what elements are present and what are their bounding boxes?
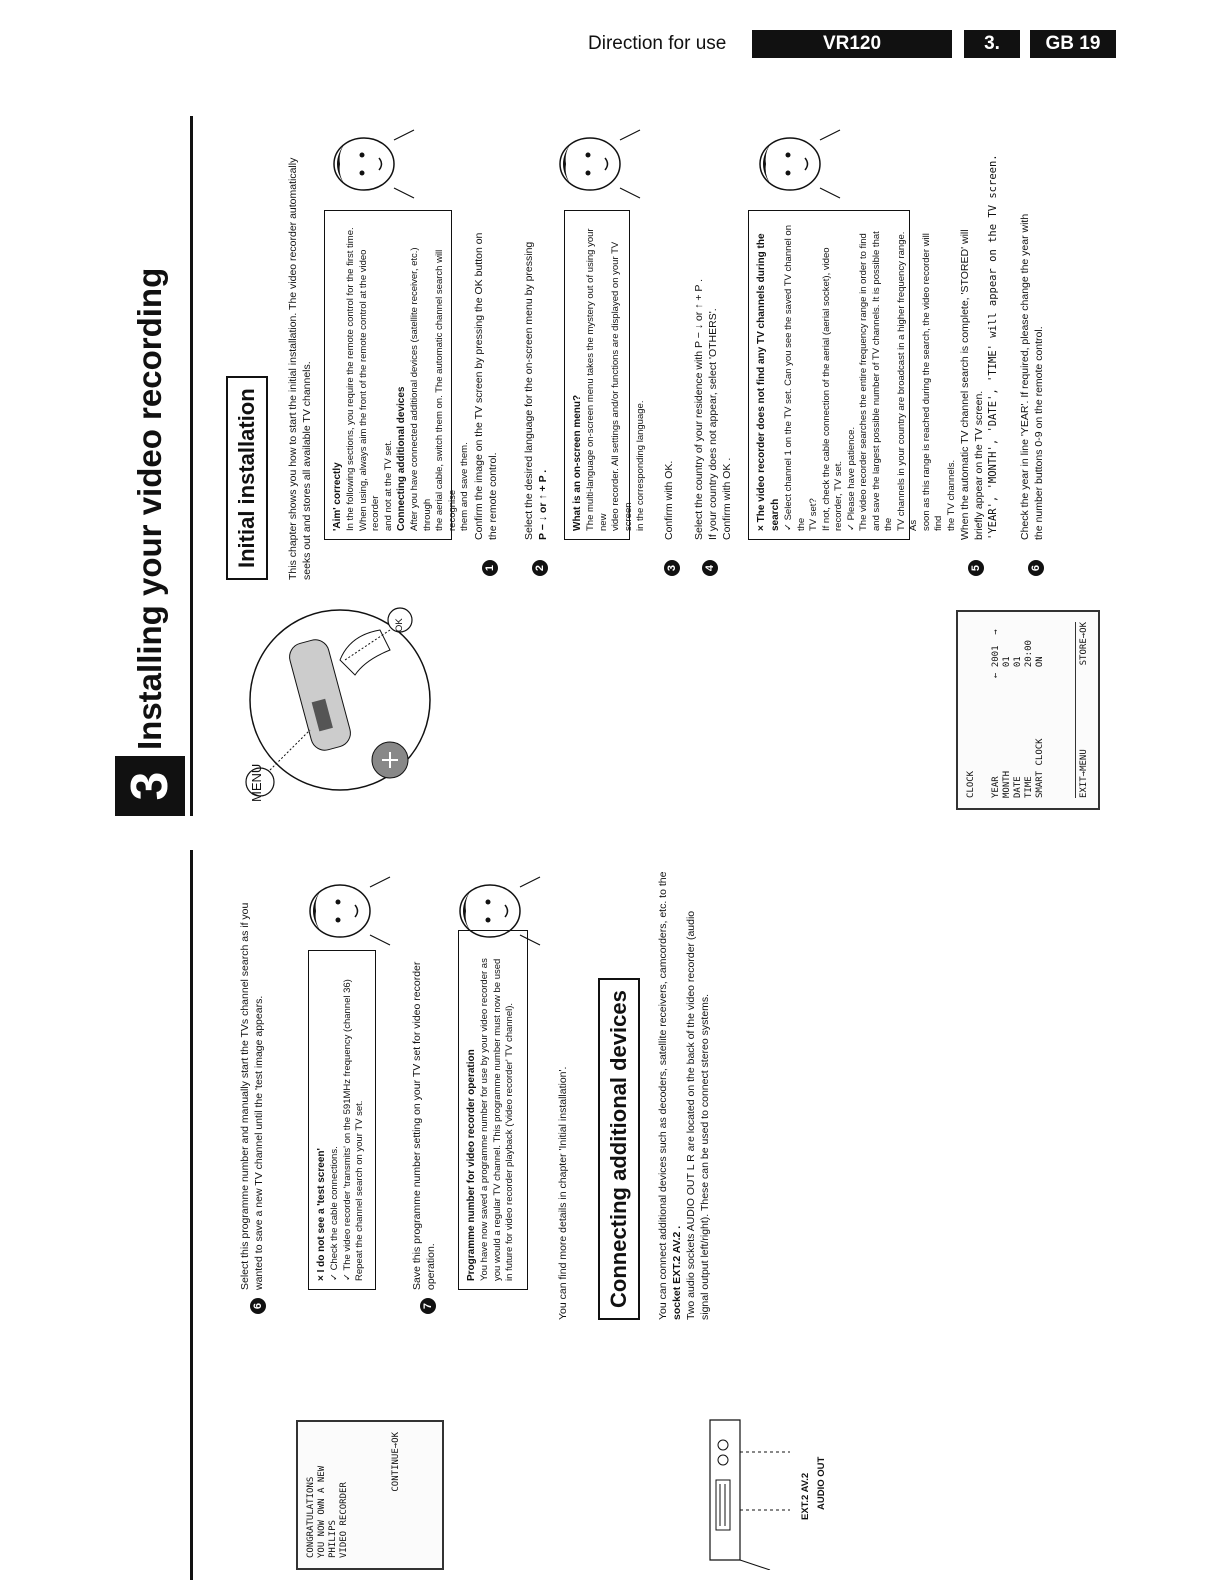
connecting-line: socket EXT.2 AV.2 . (671, 1225, 683, 1320)
header-page-number: GB 19 (1030, 30, 1116, 58)
tip-line: TV set? (808, 498, 819, 531)
step-number: 2 (532, 560, 548, 576)
osd-row-value: ON (1035, 656, 1045, 678)
section-heading-connecting: Connecting additional devices (598, 978, 640, 1320)
osd-row-label: TIME (1024, 776, 1034, 798)
osd-clock-menu (956, 610, 1100, 810)
tip-title: Connecting additional devices (396, 386, 407, 531)
advisor-face-icon (300, 867, 392, 955)
osd-row-label: SMART CLOCK (1035, 738, 1045, 798)
diagram-label-ext: EXT.2 AV.2 (800, 1472, 811, 1520)
tip-line: video recorder. All settings and/or functions are displayed on your TV screen (610, 241, 634, 531)
tip-title: × I do not see a 'test screen' (316, 1148, 327, 1281)
advisor-face-icon (550, 120, 642, 208)
osd-footer: CONTINUE→OK (391, 1432, 401, 1492)
tip-line: The video recorder searches the entire frequency range in order to find (858, 233, 869, 531)
step-number: 3 (664, 560, 680, 576)
osd-footer-exit: EXIT→MENU (1079, 749, 1089, 798)
osd-line: CONGRATULATIONS (306, 1476, 316, 1558)
advisor-face-icon (324, 120, 416, 208)
tip-aim-correctly (324, 210, 470, 540)
intro-line: This chapter shows you how to start the initial installation. The video recorder automatically (287, 157, 299, 580)
step-2-line: P − ↓ or ↑ + P . (537, 469, 549, 540)
step-5-line: When the automatic TV channel search is complete, 'STORED' will (959, 229, 971, 540)
tip-line: and not at the TV set. (382, 440, 394, 531)
connecting-body (656, 820, 712, 1320)
step-1-line: the remote control. (487, 452, 499, 540)
tip-line: ✓ The video recorder 'transmits' on the 591MHz frequency (channel 36) (341, 979, 353, 1281)
tip-line: When using, always aim the front of the remote control at the video recorder (357, 249, 381, 531)
tip-line: You have now saved a programme number for use by your video recorder as (479, 958, 490, 1281)
tip-line: If not, check the cable connection of the aerial (aerial socket), video (820, 247, 832, 531)
step-number: 6 (250, 1298, 266, 1314)
tip-line: Repeat the channel search on your TV set. (354, 1100, 365, 1281)
step-number: 4 (702, 560, 718, 576)
osd-row-value: ← 2001 → (991, 629, 1001, 678)
step-6b-text (1018, 120, 1046, 540)
menu-label: MENU (249, 763, 264, 802)
step-4-line: If your country does not appear, select 'OTHERS'. (707, 308, 719, 540)
tip-title: Programme number for video recorder operation (466, 1049, 477, 1281)
step-5-line: briefly appear on the TV screen. (973, 390, 985, 540)
osd-clock-row (1035, 622, 1046, 798)
right-column-rule (190, 116, 193, 816)
osd-row-value: 20:00 (1024, 640, 1034, 678)
osd-footer-store: STORE→OK (1079, 622, 1089, 666)
osd-clock-title: CLOCK (966, 770, 976, 798)
step-number: 1 (482, 560, 498, 576)
step-4-line: Select the country of your residence with P − ↓ or ↑ + P . (693, 278, 705, 540)
tip-line: ✓ Select channel 1 on the TV set. Can you see the saved TV channel on the (783, 225, 807, 531)
tip-line: recorder, TV set. (833, 460, 844, 531)
step-2-line: Select the desired language for the on-screen menu by pressing (523, 241, 535, 540)
tip-on-screen-menu (564, 210, 646, 540)
rear-panel-diagram (690, 1370, 810, 1570)
step-1-line: Confirm the image on the TV screen by pressing the OK button on (473, 232, 485, 540)
step-number: 7 (420, 1298, 436, 1314)
tip-line: them and save them. (459, 442, 470, 531)
tip-title: × The video recorder does not find any TV channels during the search (756, 233, 781, 531)
header-chapter: 3. (964, 30, 1020, 58)
intro-line: seeks out and stores all available TV channels. (301, 361, 313, 580)
connecting-line: signal output left/right). These can be used to connect stereo systems. (699, 993, 711, 1320)
step-7-text: Save this programme number setting on your TV set for video recorder operation. (411, 961, 437, 1290)
tip-line: the TV channels. (945, 459, 957, 531)
osd-row-value: 01 (1013, 656, 1023, 678)
step-5-line: 'YEAR', 'MONTH', 'DATE', 'TIME' will appear on the TV screen. (987, 154, 999, 540)
tip-line: ✓ Check the cable connections. (329, 1146, 340, 1281)
tip-line: the aerial cable, switch them on. The automatic channel search will recognise (434, 249, 458, 531)
advisor-face-icon (750, 120, 842, 208)
tip-title: What is an on-screen menu? (572, 394, 583, 531)
section-heading-initial-installation: Initial installation (226, 376, 268, 580)
tip-line: The multi-language on-screen menu takes the mystery out of using your new (585, 228, 609, 531)
tip-line: in future for video recorder playback ('video recorder' TV channel). (504, 1002, 515, 1281)
step-6b-line: the number buttons 0-9 on the remote control. (1033, 326, 1045, 540)
chapter-title: Installing your video recording (131, 267, 168, 750)
osd-clock-row (991, 622, 1002, 798)
osd-row-value: 01 (1002, 656, 1012, 678)
osd-line: YOU NOW OWN A NEW (317, 1465, 327, 1558)
diagram-label-audio: AUDIO OUT (816, 1456, 827, 1510)
osd-row-label: DATE (1013, 776, 1023, 798)
tip-line: in the corresponding language. (635, 400, 646, 531)
tip-line: soon as this range is reached during the search, the video recorder will find (920, 233, 944, 531)
left-column-rule (190, 850, 193, 1580)
tip-line: you would a regular TV channel. This programme number must now be used (491, 958, 503, 1281)
step-number: 6 (1028, 560, 1044, 576)
step-1-text (472, 160, 500, 540)
rotated-page (110, 100, 1120, 1580)
connecting-line: Two audio sockets AUDIO OUT L R are located on the back of the video recorder (audio (685, 910, 697, 1320)
intro-text (286, 120, 314, 580)
tip-line: and save the largest possible number of TV channels. It is possible that the (870, 231, 894, 531)
osd-row-label: YEAR (991, 776, 1001, 798)
advisor-face-icon (450, 867, 542, 955)
step-number: 5 (968, 560, 984, 576)
step-5-text (958, 120, 1000, 540)
tip-line: TV channels in your country are broadcast in a higher frequency range. As (895, 231, 919, 531)
tip-title: 'Aim' correctly (332, 462, 343, 531)
chapter-number-badge: 3 (115, 756, 185, 816)
osd-row-label: MONTH (1002, 770, 1012, 798)
step-3-text: Confirm with OK. (663, 460, 675, 540)
osd-clock-row (1002, 622, 1013, 798)
osd-clock-row (1024, 622, 1035, 798)
step-6b-line: Check the year in line 'YEAR'. If required, please change the year with (1019, 213, 1031, 540)
header-model: VR120 (752, 30, 952, 58)
header-direction: Direction for use (588, 33, 727, 54)
step-2-text (522, 160, 550, 540)
tip-line: After you have connected additional devices (satellite receiver, etc.) through (409, 247, 433, 531)
step-6-text: Select this programme number and manually start the TVs channel search as if you wanted to save a new TV channel until the 'test image appears. (239, 902, 265, 1290)
remote-control-illustration (240, 590, 440, 810)
osd-line: VIDEO RECORDER (339, 1482, 349, 1558)
tip-line: In the following sections, you require the remote control for the first time. (345, 227, 356, 531)
step-4-line: Confirm with OK . (721, 457, 733, 540)
ok-label: OK (394, 618, 405, 632)
osd-clock-footer (1075, 622, 1090, 798)
osd-congratulations (296, 1420, 444, 1570)
osd-clock-row (1013, 622, 1024, 798)
connecting-line: You can connect additional devices such as decoders, satellite receivers, camcorders, etc. to the (657, 871, 669, 1320)
more-details-text: You can find more details in chapter 'Initial installation'. (557, 1066, 569, 1320)
osd-line: PHILIPS (328, 1520, 338, 1558)
step-4-text (692, 140, 734, 540)
tip-programme-number (458, 930, 528, 1290)
tip-no-channels-found (748, 210, 957, 540)
tip-test-screen (308, 950, 376, 1290)
tip-line: ✓ Please have patience. (845, 426, 857, 531)
